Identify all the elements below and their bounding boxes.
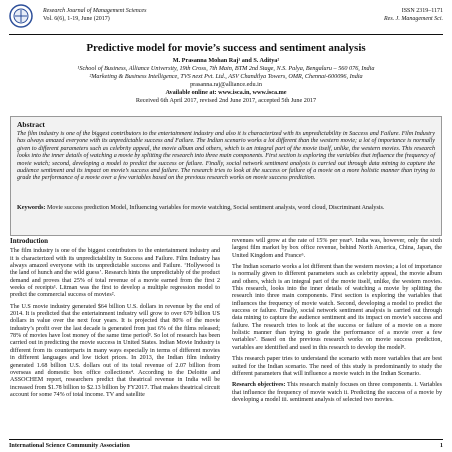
author-names: M. Prasanna Mohan Raj¹ and S. Aditya² bbox=[172, 57, 280, 64]
introduction-heading: Introduction bbox=[10, 237, 48, 245]
keywords-text: Movie success prediction Model, Influencing variables for movie watching, Social sentiment analysis, word cloud, Discriminant Analysis. bbox=[46, 205, 385, 211]
footer-publisher: International Science Community Association bbox=[9, 442, 130, 449]
paper-title: Predictive model for movie’s success and sentiment analysis bbox=[86, 42, 366, 54]
intro-paragraph-2: The U.S movie industry generated $64 billion U.S. dollars in revenue by the end of 2014. It is predicted that the entertainment industry will grow to over 679 billion US dollars in value over the next four years. It is projected that 80% of the movie industry’s profit over the last decade is generated from just 6% of the films released; 78% of movies have lost money of the same time period³. So lot of research has been carried out in predicting the movie success in United States. Indian Movie Industry is different from its counterparts in many ways especially in terms of different movies in different languages and low ticket prices. In 2013, the Indian film industry generated 1.68 billion U.S. dollars out of its total revenue of 2.07 billion from overseas and domestic box office collections⁴. According to the Deloitte and ASSOCHEM report, researchers predict that theatrical revenue in India will be increased from $1.78 billion to $2.13 billion by FY2017. That makes theatrical circuit account for some 74% of total income. TV and satellite bbox=[10, 303, 220, 398]
issn: ISSN 2319–1171 bbox=[401, 8, 443, 14]
journal-name: Research Journal of Management Sciences bbox=[43, 8, 147, 14]
journal-abbrev: Res. J. Management Sci. bbox=[384, 16, 443, 22]
received-dates: Received 6th April 2017, revised 2nd June 2017, accepted 5th June 2017 bbox=[135, 97, 317, 104]
abstract-box bbox=[10, 116, 442, 236]
available-online: Available online at: www.isca.in, www.isca.me bbox=[165, 89, 287, 96]
volume-info: Vol. 6(6), 1-19, June (2017) bbox=[43, 16, 110, 22]
right-column bbox=[232, 238, 442, 408]
journal-header bbox=[9, 4, 443, 34]
left-column bbox=[10, 238, 220, 403]
right-paragraph-3: This research paper tries to understand the scenario with more variables that are best suited for the Indian scenario. The need of this study is predominantly to study the different parameters that will influence a movie watch in the Indian Scenario. bbox=[232, 356, 442, 377]
header-rule bbox=[9, 34, 443, 35]
research-objectives-label: Research objectives: bbox=[232, 382, 286, 389]
affiliation-1: ¹School of Business, Alliance University, 19th Cross, 7th Main, BTM 2nd Stage, N.S. Palya, Bengaluru – 560 076, India bbox=[77, 65, 375, 72]
research-objectives bbox=[232, 382, 442, 404]
page-number: 1 bbox=[439, 442, 443, 449]
page-footer bbox=[9, 439, 443, 452]
abstract-text: The film industry is one of the biggest contributors to the entertainment industry and also it is characterized with its unpredictability in Success and Failure. Film Industry has always amazed everyone with its unpredictable success and Failure. The Indian scenario works a lot different than the western movie; a lot of importance is normally given to different parameters such as celebrity appeal, the movie album and others, which is an integral part of the movie itself, unlike, the western movies. This research looks into the inner details of watching a movie by splitting the research into three main components. First section is exploring the variables that influence the frequency of movie watch; second, developing a model to predict the success or failure. Finally, social network sentiment analysis is carried out through data mining to capture the audience sentiment and its impact on movie’s success and failure. The research tries to look at the success or failure of a movie on a more holistic manner than trying to grade the performance of a movie over a few variables based on the previous research works on movie success prediction. bbox=[17, 131, 435, 182]
right-paragraph-2: The Indian scenario works a lot different than the western movies; a lot of importance is normally given to different parameters such as celebrity appeal, the movie album and others, which is an integral part of the movie itself, unlike, the western movies. This research, looks into the inner details of watching a movie by splitting the research into three main components. First section is exploring the variables that influences the frequency of movie watch. Second, developing a model to predict the success or failure. Finally, social network sentiment analysis is carried out through data mining to capture the audience sentiment and its impact on movie’s success and failure. The research tries to look at the success or failure of a movie on a more holistic manner than trying to grade the performance of a movie over a few variables⁷. Based on the previous research works on movie success prediction, variables are identified and used in this research to develop the model⁸. bbox=[232, 264, 442, 351]
author-block bbox=[0, 57, 452, 105]
research-objectives-text: This research mainly focuses on three components. i. Variables that influence the frequency of movie watch ii. Predicting the success of a movie by developing a model iii. sentiment analysis of selected two movies. bbox=[232, 382, 442, 403]
keywords bbox=[17, 205, 435, 212]
journal-logo-icon bbox=[9, 4, 33, 28]
abstract-heading: Abstract bbox=[17, 120, 45, 129]
author-email: prasanna.raj@alliance.edu.in bbox=[190, 81, 262, 88]
intro-paragraph-1: The film industry is one of the biggest contributors to the entertainment industry and it is characterized with its unpredictability in Success and Failure. Film Industry has always amazed everyone with its unpredictable success and Failure. ‘Hollywood is the land of hunch and the wild guess’. Research hints the unpredictably of the product demand and proves that 25% of total revenue of a movie earned from the first 2 weeks of receipts¹. Litman was the first to develop a multiple regression model to predict the commercial success of movies². bbox=[10, 248, 220, 299]
affiliation-2: ²Marketing & Business Intelligence, TVS next Pvt. Ltd., ASV Chandilya Towers, OMR, Chennai-600096, India bbox=[89, 73, 363, 80]
right-paragraph-1: revenues will grow at the rate of 15% per year⁵. India was, however, only the sixth largest film market by box office revenue, behind North America, China, Japan, the United Kingdom and France⁶. bbox=[232, 238, 442, 259]
keywords-label: Keywords: bbox=[17, 205, 46, 211]
